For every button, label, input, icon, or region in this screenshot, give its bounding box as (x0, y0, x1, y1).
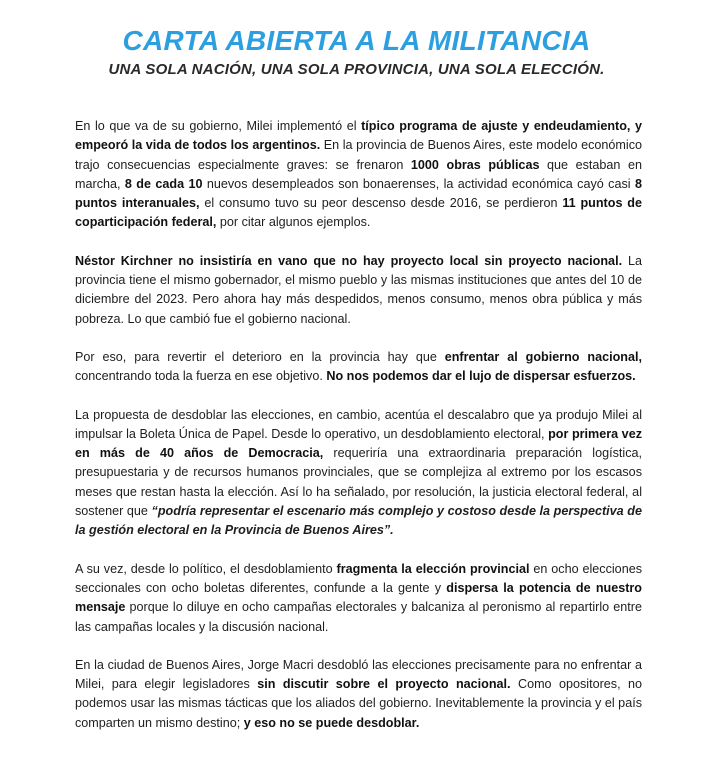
letter-body (75, 117, 642, 752)
bold-phrase: 1000 obras públicas (410, 157, 540, 172)
text-run: En la ciudad de Buenos Aires, Jorge Macri desdobló las elecciones precisamente para no enfrentar a Milei, para elegir legisladores (75, 657, 642, 692)
text-run: el consumo tuvo su peor descenso desde 2016, se perdieron (199, 196, 563, 211)
text-run: Por eso, para revertir el deterioro en la provincia hay que (75, 349, 445, 364)
text-run: que estaban en marcha, (75, 157, 642, 191)
text-run: A su vez, desde lo político, el desdoblamiento (75, 561, 337, 576)
letter-header (0, 24, 713, 80)
bold-phrase: por primera vez en más de 40 años de Democracia, (75, 426, 642, 461)
bold-phrase: sin discutir sobre el proyecto nacional. (257, 677, 511, 692)
text-run: concentrando toda la fuerza en ese objetivo. (75, 369, 327, 384)
text-run: La provincia tiene el mismo gobernador, el mismo pueblo y las mismas instituciones que antes del 10 de diciembre del 2023. Pero ahora hay más despedidos, menos consumo, menos obra pública y más pobreza. Lo que cambió fue el gobierno nacional. (75, 253, 642, 326)
text-run: En la provincia de Buenos Aires, este modelo económico trajo consecuencias especialmente graves: se frenaron (75, 138, 642, 172)
text-run: En lo que va de su gobierno, Milei implementó el (75, 119, 362, 133)
paragraph-3 (75, 348, 642, 387)
paragraph-2 (75, 252, 642, 329)
paragraph-1 (75, 117, 642, 233)
bold-phrase: enfrentar al gobierno nacional, (444, 349, 642, 364)
bold-phrase: fragmenta la elección provincial (336, 561, 530, 576)
bold-phrase: 8 puntos interanuales, (75, 176, 642, 211)
bold-phrase: dispersa la potencia de nuestro mensaje (75, 580, 643, 615)
page-subtitle: UNA SOLA NACIÓN, UNA SOLA PROVINCIA, UNA SOLA ELECCIÓN. (108, 61, 605, 78)
page-title: CARTA ABIERTA A LA MILITANCIA (122, 25, 591, 56)
text-run: en ocho elecciones seccionales con ocho boletas diferentes, confunde a la gente y (75, 561, 642, 595)
paragraph-6 (75, 656, 642, 733)
bold-phrase: No nos podemos dar el lujo de dispersar esfuerzos. (326, 369, 636, 384)
bold-phrase: y eso no se puede desdoblar. (243, 715, 420, 730)
bold-phrase: 11 puntos de coparticipación federal, (75, 196, 642, 230)
text-run: La propuesta de desdoblar las elecciones, en cambio, acentúa el descalabro que ya produjo Milei al impulsar la Boleta Única de Papel. Desde lo operativo, un desdoblamiento electoral, (75, 407, 642, 441)
text-run: nuevos desempleados son bonaerenses, la actividad económica cayó casi (202, 176, 635, 191)
text-run: porque lo diluye en ocho campañas electorales y balcaniza al peronismo al repartirlo entre las campañas locales y la discusión nacional. (75, 600, 642, 634)
text-run: por citar algunos ejemplos. (216, 215, 371, 230)
bold-phrase: 8 de cada 10 (124, 176, 203, 191)
paragraph-4 (75, 406, 642, 541)
emphasized-quote: “podría representar el escenario más complejo y costoso desde la perspectiva de la gestión electoral en la Provincia de Buenos Aires”. (75, 504, 642, 538)
paragraph-5 (75, 560, 642, 637)
text-run: requeriría una extraordinaria preparación logística, presupuestaria y de recursos humanos provinciales, que se complejiza al extremo por los escasos meses que restan hasta la elección. Así lo ha señalado, por resolución, la justicia electoral federal, al sostener que (75, 446, 642, 519)
bold-phrase: Néstor Kirchner no insistiría en vano que no hay proyecto local sin proyecto nacional. (75, 253, 623, 268)
text-run: Como opositores, no podemos usar las mismas tácticas que los aliados del gobierno. Inevitablemente la provincia y el país comparten un mismo destino; (75, 677, 642, 730)
bold-phrase: típico programa de ajuste y endeudamiento, y empeoró la vida de todos los argentinos. (75, 119, 642, 153)
